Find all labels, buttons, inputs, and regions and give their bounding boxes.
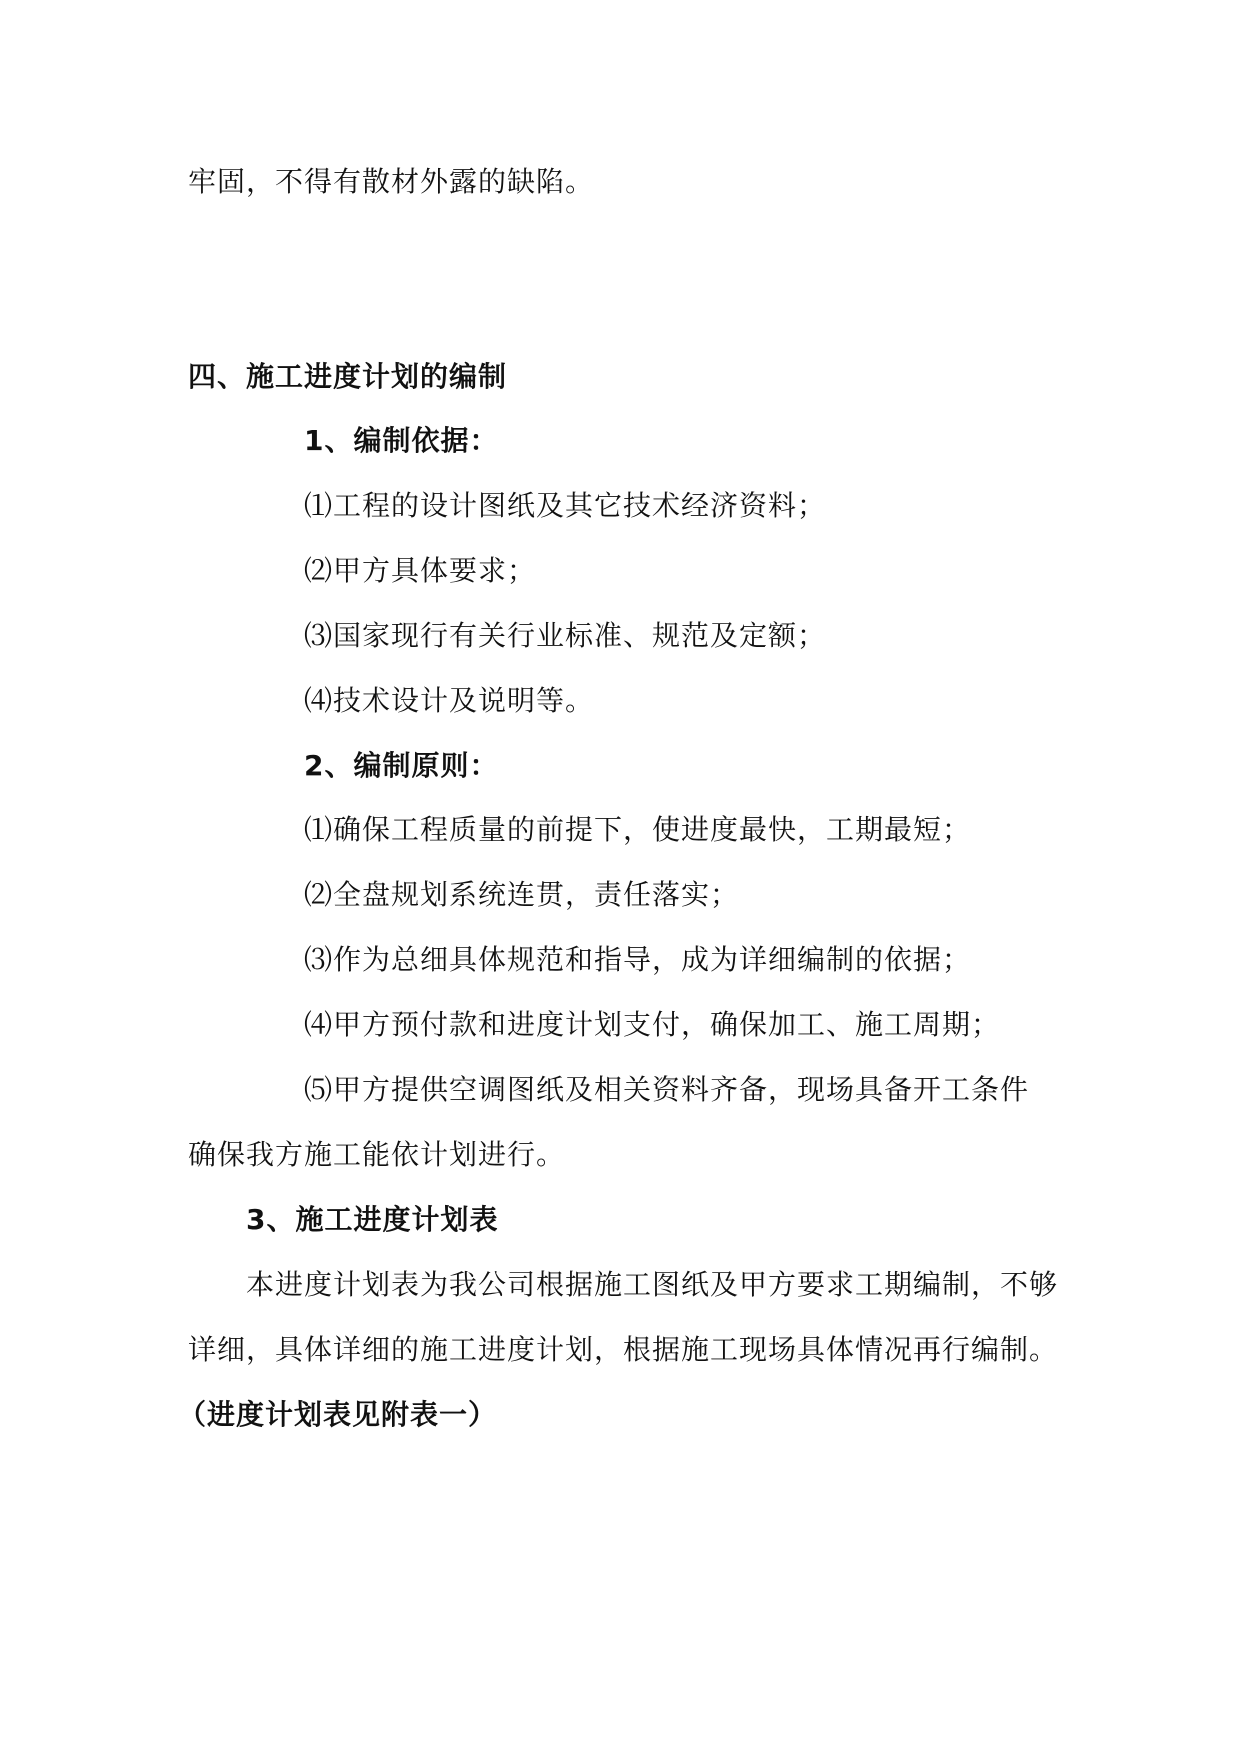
schedule-note: （进度计划表见附表一）: [178, 1398, 498, 1431]
principles-item-4: ⑷甲方预付款和进度计划支付，确保加工、施工周期；: [304, 1008, 1001, 1041]
schedule-paragraph-line-1: 本进度计划表为我公司根据施工图纸及甲方要求工期编制，不够: [246, 1268, 1059, 1301]
continuation-text: 牢固，不得有散材外露的缺陷。: [188, 165, 595, 198]
basis-item-3: ⑶国家现行有关行业标准、规范及定额；: [304, 619, 827, 652]
principles-item-3: ⑶作为总细具体规范和指导，成为详细编制的依据；: [304, 943, 972, 976]
schedule-paragraph-line-2: 详细，具体详细的施工进度计划，根据施工现场具体情况再行编制。: [188, 1333, 1059, 1366]
principles-item-5: ⑸甲方提供空调图纸及相关资料齐备，现场具备开工条件: [304, 1073, 1030, 1106]
schedule-heading: 3、施工进度计划表: [246, 1203, 499, 1236]
principles-item-1: ⑴确保工程质量的前提下，使进度最快，工期最短；: [304, 813, 972, 846]
principles-item-5-continuation: 确保我方施工能依计划进行。: [188, 1138, 566, 1171]
principles-heading: 2、编制原则：: [304, 749, 499, 782]
basis-item-2: ⑵甲方具体要求；: [304, 554, 537, 587]
basis-item-4: ⑷技术设计及说明等。: [304, 684, 595, 717]
principles-item-2: ⑵全盘规划系统连贯，责任落实；: [304, 878, 740, 911]
basis-item-1: ⑴工程的设计图纸及其它技术经济资料；: [304, 489, 827, 522]
basis-heading: 1、编制依据：: [304, 424, 499, 457]
section-heading: 四、施工进度计划的编制: [188, 360, 508, 393]
